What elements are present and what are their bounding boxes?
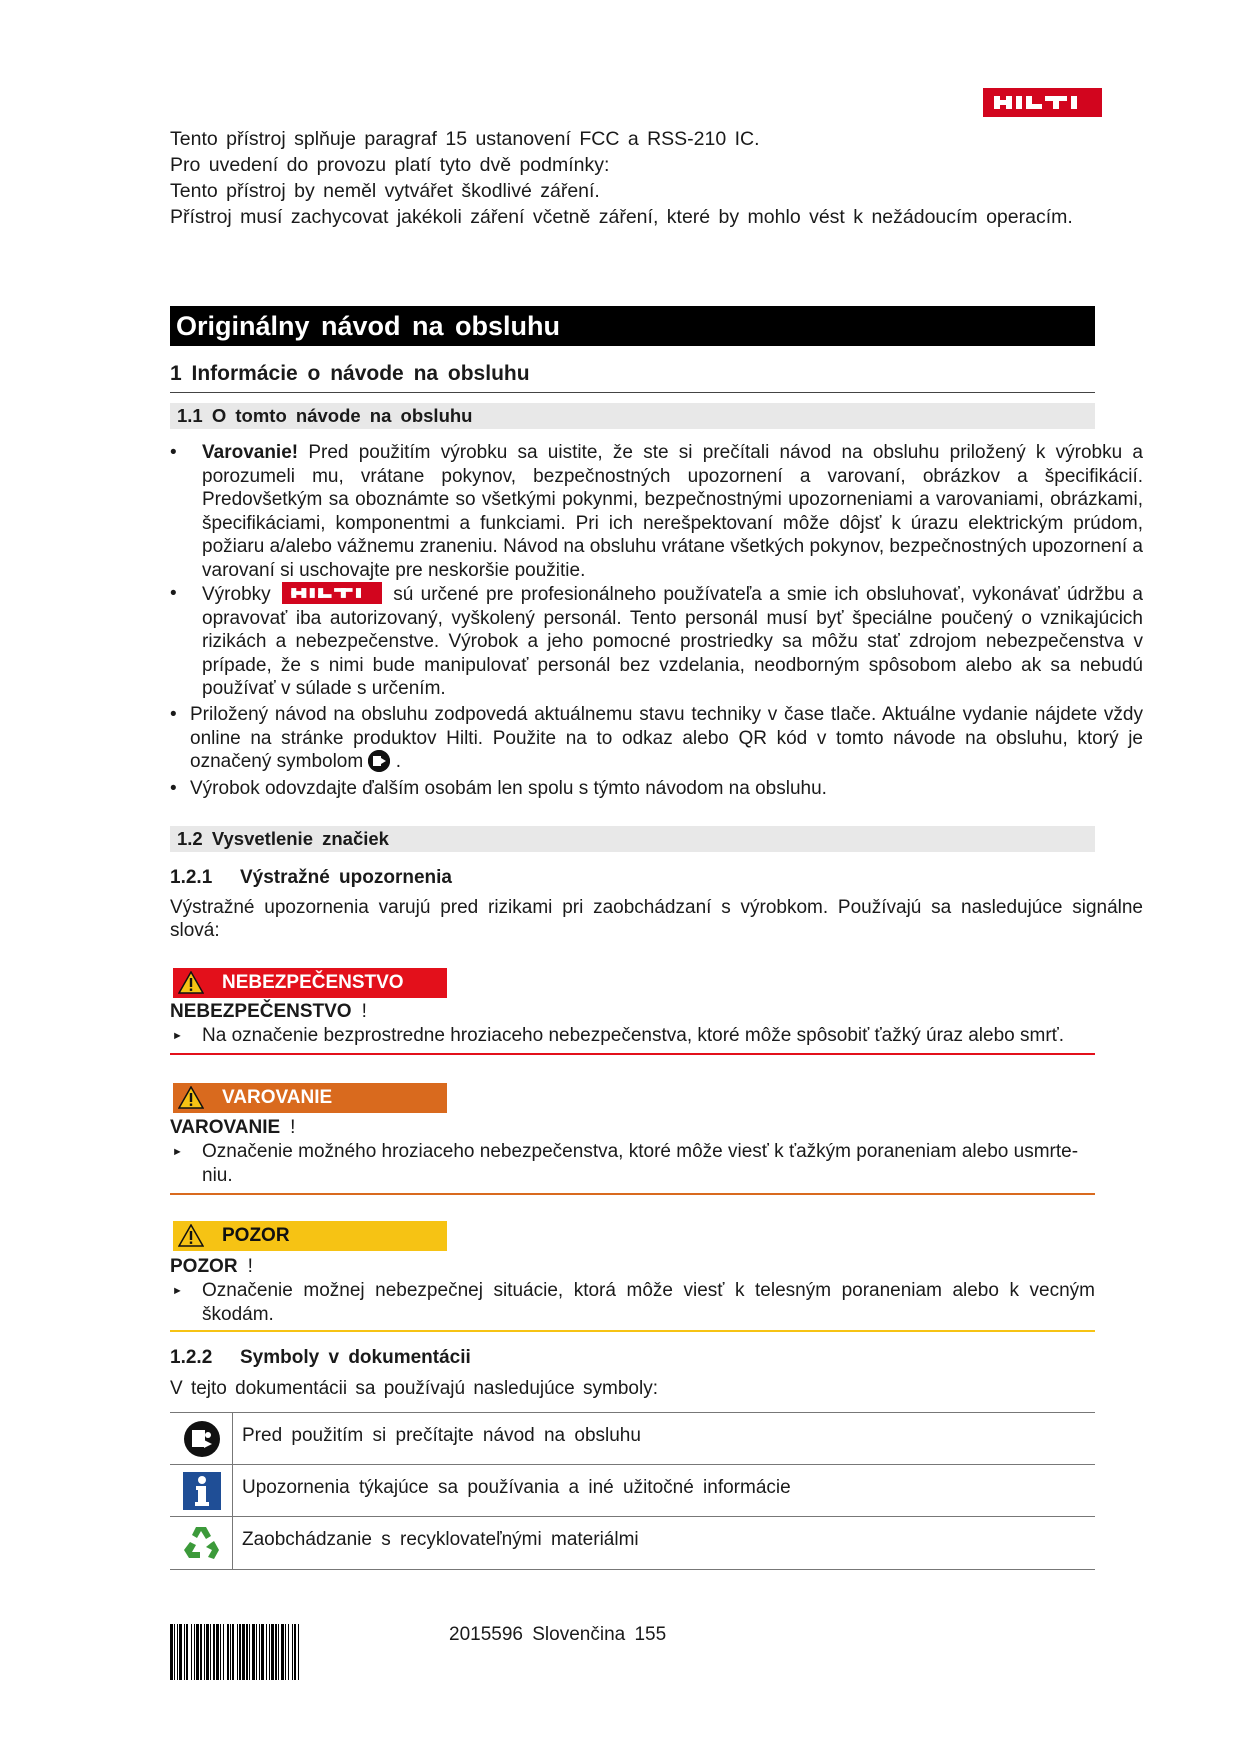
- bullet-text: Priložený návod na obsluhu zodpovedá aktuálnemu stavu techniky v čase tlače. Aktuálne vydanie nájdete vždy online na stránke produktov Hilti. Použite na to odkaz alebo QR kód v tomto návode na obsluhu, ktorý je označený symbolom: [190, 704, 1143, 772]
- signal-exclamation: !: [361, 1001, 367, 1022]
- caution-description: [170, 1279, 1095, 1327]
- section-title: Symboly v dokumentácii: [240, 1347, 471, 1368]
- symbol-description: Pred použitím si prečítajte návod na obsluhu: [242, 1425, 641, 1446]
- section-number: 1.2.1: [170, 867, 213, 888]
- fcc-line: Přístroj musí zachycovat jakékoli záření včetně záření, které by mohlo vést k nežádoucím operacím.: [170, 206, 1073, 228]
- symbol-description: Upozornenia týkajúce sa používania a iné užitočné informácie: [242, 1477, 791, 1498]
- arrow-icon: ►: [172, 1146, 183, 1158]
- signal-description-text: Označenie možnej nebezpečnej situácie, ktorá môže viesť k telesným poraneniam alebo k vecným škodám.: [202, 1280, 1095, 1325]
- bullet-dot: •: [170, 442, 177, 463]
- caution-signal-word: [170, 1255, 253, 1279]
- recycle-icon: [170, 1517, 232, 1569]
- bullet-dot: •: [170, 583, 177, 604]
- info-icon: [170, 1465, 232, 1517]
- section-title: Výstražné upozornenia: [240, 867, 452, 888]
- warning-description: [170, 1140, 1095, 1188]
- caution-signal-label: [173, 1221, 447, 1251]
- warning-divider: [170, 1193, 1095, 1195]
- danger-divider: [170, 1053, 1095, 1055]
- signal-word: VAROVANIE: [170, 1117, 281, 1138]
- symbol-description: Zaobchádzanie s recyklovateľnými materiálmi: [242, 1529, 639, 1550]
- signal-word: NEBEZPEČENSTVO: [170, 1001, 352, 1022]
- symbol-icon-cell: [170, 1517, 233, 1569]
- symbol-icon-cell: [170, 1465, 233, 1517]
- signal-label-text: VAROVANIE: [222, 1087, 333, 1108]
- symbol-row: [170, 1412, 1095, 1465]
- warnings-intro: Výstražné upozornenia varujú pred rizikami pri zaobchádzaní s výrobkom. Používajú sa nasledujúce signálne slová:: [170, 897, 1143, 941]
- arrow-icon: ►: [172, 1285, 183, 1297]
- signal-word: POZOR: [170, 1256, 238, 1277]
- danger-signal-label: [173, 968, 447, 998]
- warning-triangle-icon: [178, 1086, 204, 1109]
- fcc-line: Pro uvedení do provozu platí tyto dvě podmínky:: [170, 154, 610, 176]
- bullet-text: Výrobok odovzdajte ďalším osobám len spolu s týmto návodom na obsluhu.: [190, 778, 827, 799]
- signal-exclamation: !: [290, 1117, 296, 1138]
- hilti-logo: [983, 88, 1102, 117]
- fcc-statement: [170, 126, 1130, 230]
- bullet-dot: •: [170, 778, 177, 799]
- signal-description-text: Na označenie bezprostredne hroziaceho nebezpečenstva, ktoré môže spôsobiť ťažký úraz alebo smrť.: [202, 1025, 1065, 1046]
- section-1-2-2-heading: [170, 1346, 471, 1370]
- symbols-intro: V tejto dokumentácii sa používajú nasledujúce symboly:: [170, 1378, 658, 1399]
- symbol-row: [170, 1516, 1095, 1570]
- symbol-icon-cell: [170, 1413, 233, 1465]
- section-1-2-1-heading: [170, 866, 452, 890]
- warning-signal-label: [173, 1083, 447, 1113]
- bullet-warning: [170, 441, 1143, 582]
- document-title: Originálny návod na obsluhu: [170, 306, 1095, 346]
- section-number: 1.2.2: [170, 1347, 213, 1368]
- bullet-bold-label: Varovanie!: [202, 442, 299, 463]
- bullet-current-edition: [170, 703, 1143, 774]
- bullet-text: Pred použitím výrobku sa uistite, že ste si prečítali návod na obsluhu priložený k výrobku a porozumeli mu, vrátane pokynov, bezpečnostných upozornení a varovaní, obrázkov a špecifikácií. Predovšetkým sa oboznámte so všetkými pokynmi, bezpečnostnými upozorneniami a varovaniami, obrázkami, špecifikáciami, komponentmi a funkciami. Pri ich nerešpektovaní môže dôjsť k úrazu elektrickým prúdom, požiaru a/alebo vážnemu zraneniu. Návod na obsluhu vrátane všetkých pokynov, bezpečnostných upozornení a varovaní si uschovajte pre neskoršie použitie.: [202, 442, 1143, 581]
- symbol-row: [170, 1464, 1095, 1517]
- caution-divider: [170, 1330, 1095, 1332]
- fcc-line: Tento přístroj splňuje paragraf 15 ustanovení FCC a RSS-210 IC.: [170, 128, 760, 150]
- warning-triangle-icon: [178, 1224, 204, 1247]
- signal-label-text: POZOR: [222, 1225, 290, 1246]
- section-1-heading: 1 Informácie o návode na obsluhu: [170, 360, 1095, 393]
- danger-description: [170, 1024, 1095, 1048]
- bullet-text-prefix: Výrobky: [202, 584, 271, 605]
- bullet-text-end: .: [395, 751, 402, 772]
- arrow-icon: ►: [172, 1030, 183, 1042]
- section-1-2-heading: 1.2 Vysvetlenie značiek: [170, 826, 1095, 852]
- warning-triangle-icon: [178, 971, 204, 994]
- barcode: [170, 1624, 426, 1680]
- hilti-inline-logo: [282, 582, 382, 604]
- danger-signal-word: [170, 1000, 367, 1024]
- bullet-dot: •: [170, 704, 177, 725]
- qr-link-icon: [368, 750, 390, 772]
- warning-signal-word: [170, 1116, 295, 1140]
- page-footer: 2015596 Slovenčina 155: [449, 1624, 667, 1645]
- bullet-text: sú určené pre profesionálneho používateľa a smie ich obsluhovať, vykonávať údržbu a opravovať iba autorizovaný, vyškolený personál. Tento personál musí byť špeciálne poučený o vznikajúcich rizikách a nebezpečenstve. Výrobok a jeho pomocné prostriedky sa môžu stať zdrojom nebezpečenstva v prípade, že s nimi bude manipulovať personál bez vzdelania, neodborným spôsobom alebo ak sa nebudú používať v súlade s určením.: [202, 584, 1143, 699]
- fcc-line: Tento přístroj by neměl vytvářet škodlivé záření.: [170, 180, 600, 202]
- signal-label-text: NEBEZPEČENSTVO: [222, 972, 404, 993]
- signal-description-text: Označenie možného hroziaceho nebezpečenstva, ktoré môže viesť k ťažkým poraneniam alebo usmrte-niu.: [202, 1141, 1079, 1186]
- section-1-1-heading: 1.1 O tomto návode na obsluhu: [170, 403, 1095, 429]
- signal-exclamation: !: [247, 1256, 253, 1277]
- bullet-handover: [170, 777, 1143, 801]
- bullet-products: [170, 582, 1143, 701]
- read-manual-icon: [170, 1413, 232, 1465]
